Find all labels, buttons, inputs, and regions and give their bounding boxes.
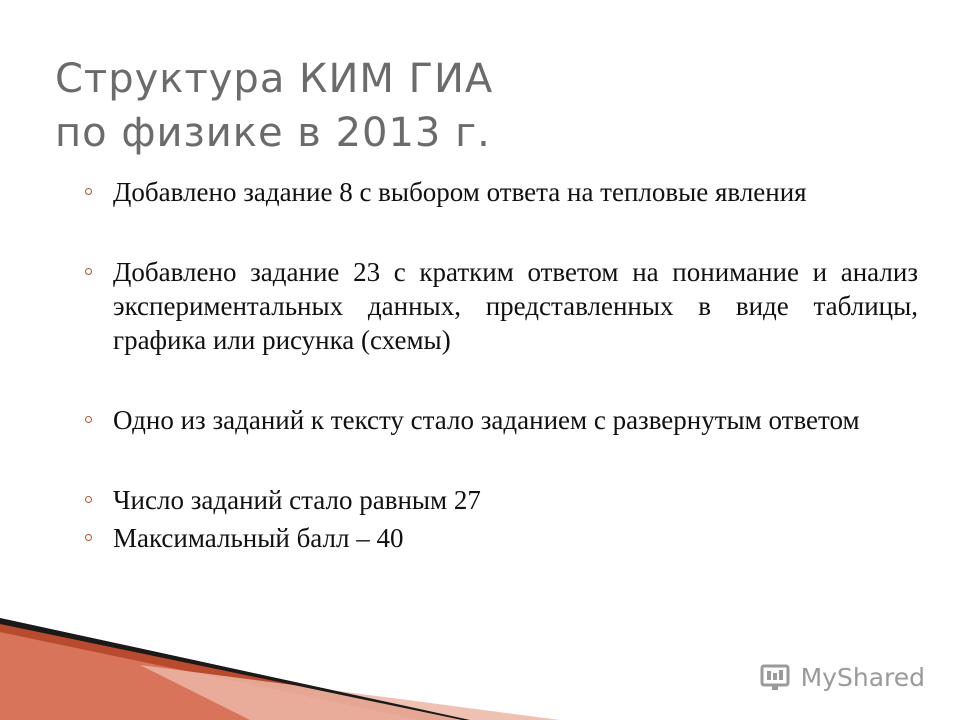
bullet-text: Добавлено задание 23 с кратким ответом на понимание и анализ экспериментальных данных, представленных в виде таблицы, графика или рисунка (схемы) bbox=[113, 257, 918, 355]
bullet-text: Максимальный балл – 40 bbox=[113, 523, 404, 553]
myshared-logo-icon bbox=[759, 662, 795, 692]
title-line-2: по физике в 2013 г. bbox=[55, 110, 491, 156]
bullet-text: Добавлено задание 8 с выбором ответа на тепловые явления bbox=[113, 177, 807, 207]
watermark bbox=[759, 662, 925, 692]
title-line-1: Структура КИМ ГИА bbox=[55, 56, 494, 102]
bullet-text: Одно из заданий к тексту стало заданием с развернутым ответом bbox=[113, 405, 860, 435]
watermark-brand: MyShared bbox=[800, 662, 925, 692]
bullet-text: Число заданий стало равным 27 bbox=[113, 485, 481, 515]
